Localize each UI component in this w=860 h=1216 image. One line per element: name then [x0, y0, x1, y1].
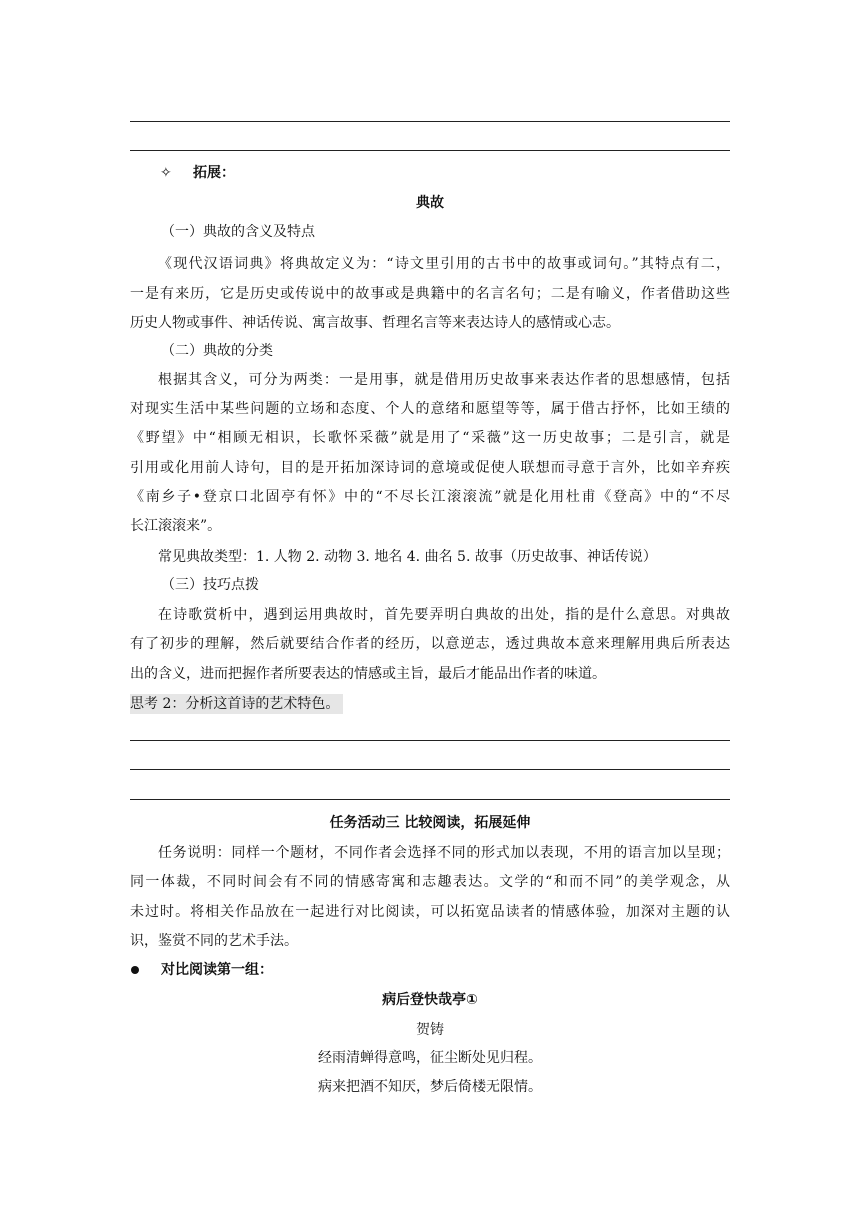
paragraph-line: 历史人物或事件、神话传说、寓言故事、哲理名言等来表达诗人的感情或心志。 [130, 315, 620, 331]
paragraph-line: 出的含义，进而把握作者所要表达的情感或主旨，最后才能品出作者的味道。 [130, 666, 606, 682]
allusion-types: 常见典故类型：1. 人物 2. 动物 3. 地名 4. 曲名 5. 故事（历史故事、神话传说） [158, 549, 657, 565]
paragraph-line: 一是有来历，它是历史或传说中的故事或是典籍中的名言名句；二是有喻义，作者借助这些 [130, 286, 730, 302]
poem-line: 经雨清蝉得意鸣，征尘断处见归程。 [318, 1050, 542, 1066]
paragraph-line: 对现实生活中某些问题的立场和态度、个人的意绪和愿望等等，属于借古抒怀，比如王绩的 [130, 401, 730, 417]
task3-desc-line: 任务说明：同样一个题材，不同作者会选择不同的形式加以表现，不用的语言加以呈现； [158, 845, 730, 861]
task3-desc-line: 同一体裁，不同时间会有不同的情感寄寓和志趣表达。文学的“和而不同”的美学观念，从 [130, 874, 730, 890]
allusion-heading-3: （三）技巧点拨 [161, 577, 259, 593]
paragraph-line: 有了初步的理解，然后就要结合作者的经历，以意逆志，透过典故本意来理解用典后所表达 [130, 636, 730, 652]
task3-desc-line: 识，鉴赏不同的艺术手法。 [130, 933, 298, 949]
task3-desc-line: 未过时。将相关作品放在一起进行对比阅读，可以拓宽品读者的情感体验，加深对主题的认 [130, 904, 730, 920]
paragraph-line: 《南乡子•登京口北固亭有怀》中的“不尽长江滚滚流”就是化用杜甫《登高》中的“不尽 [130, 489, 730, 505]
diamond-bullet-icon: ✧ [160, 165, 172, 181]
paragraph-line: 长江滚滚来”。 [130, 518, 222, 534]
think-question-2-text: 思考 2：分析这首诗的艺术特色。 [130, 694, 343, 714]
think-question-2 [130, 694, 730, 714]
answer-line [130, 799, 730, 800]
answer-line [130, 121, 730, 122]
expand-label: 拓展： [193, 165, 235, 181]
task3-title: 任务活动三 比较阅读，拓展延伸 [329, 815, 531, 831]
paragraph-line: 在诗歌赏析中，遇到运用典故时，首先要弄明白典故的出处，指的是什么意思。对典故 [158, 607, 730, 623]
allusion-title: 典故 [416, 195, 444, 211]
group1-label: 对比阅读第一组： [161, 962, 273, 978]
answer-line [130, 769, 730, 770]
answer-line [130, 740, 730, 741]
allusion-heading-1: （一）典故的含义及特点 [161, 224, 315, 240]
poem-author: 贺铸 [416, 1022, 444, 1038]
answer-line [130, 150, 730, 151]
paragraph-line: 《野望》中“相顾无相识，长歌怀采薇”就是用了“采薇”这一历史故事；二是引言，就是 [130, 430, 730, 446]
poem-title: 病后登快哉亭① [382, 992, 478, 1008]
bullet-dot-icon [131, 966, 139, 974]
paragraph-line: 《现代汉语词典》将典故定义为：“诗文里引用的古书中的故事或词句。”其特点有二， [158, 256, 730, 272]
paragraph-line: 引用或化用前人诗句，目的是开拓加深诗词的意境或促使人联想而寻意于言外，比如辛弃疾 [130, 460, 730, 476]
allusion-heading-2: （二）典故的分类 [161, 343, 273, 359]
poem-line: 病来把酒不知厌，梦后倚楼无限情。 [318, 1079, 542, 1095]
paragraph-line: 根据其含义，可分为两类：一是用事，就是借用历史故事来表达作者的思想感情，包括 [158, 372, 730, 388]
